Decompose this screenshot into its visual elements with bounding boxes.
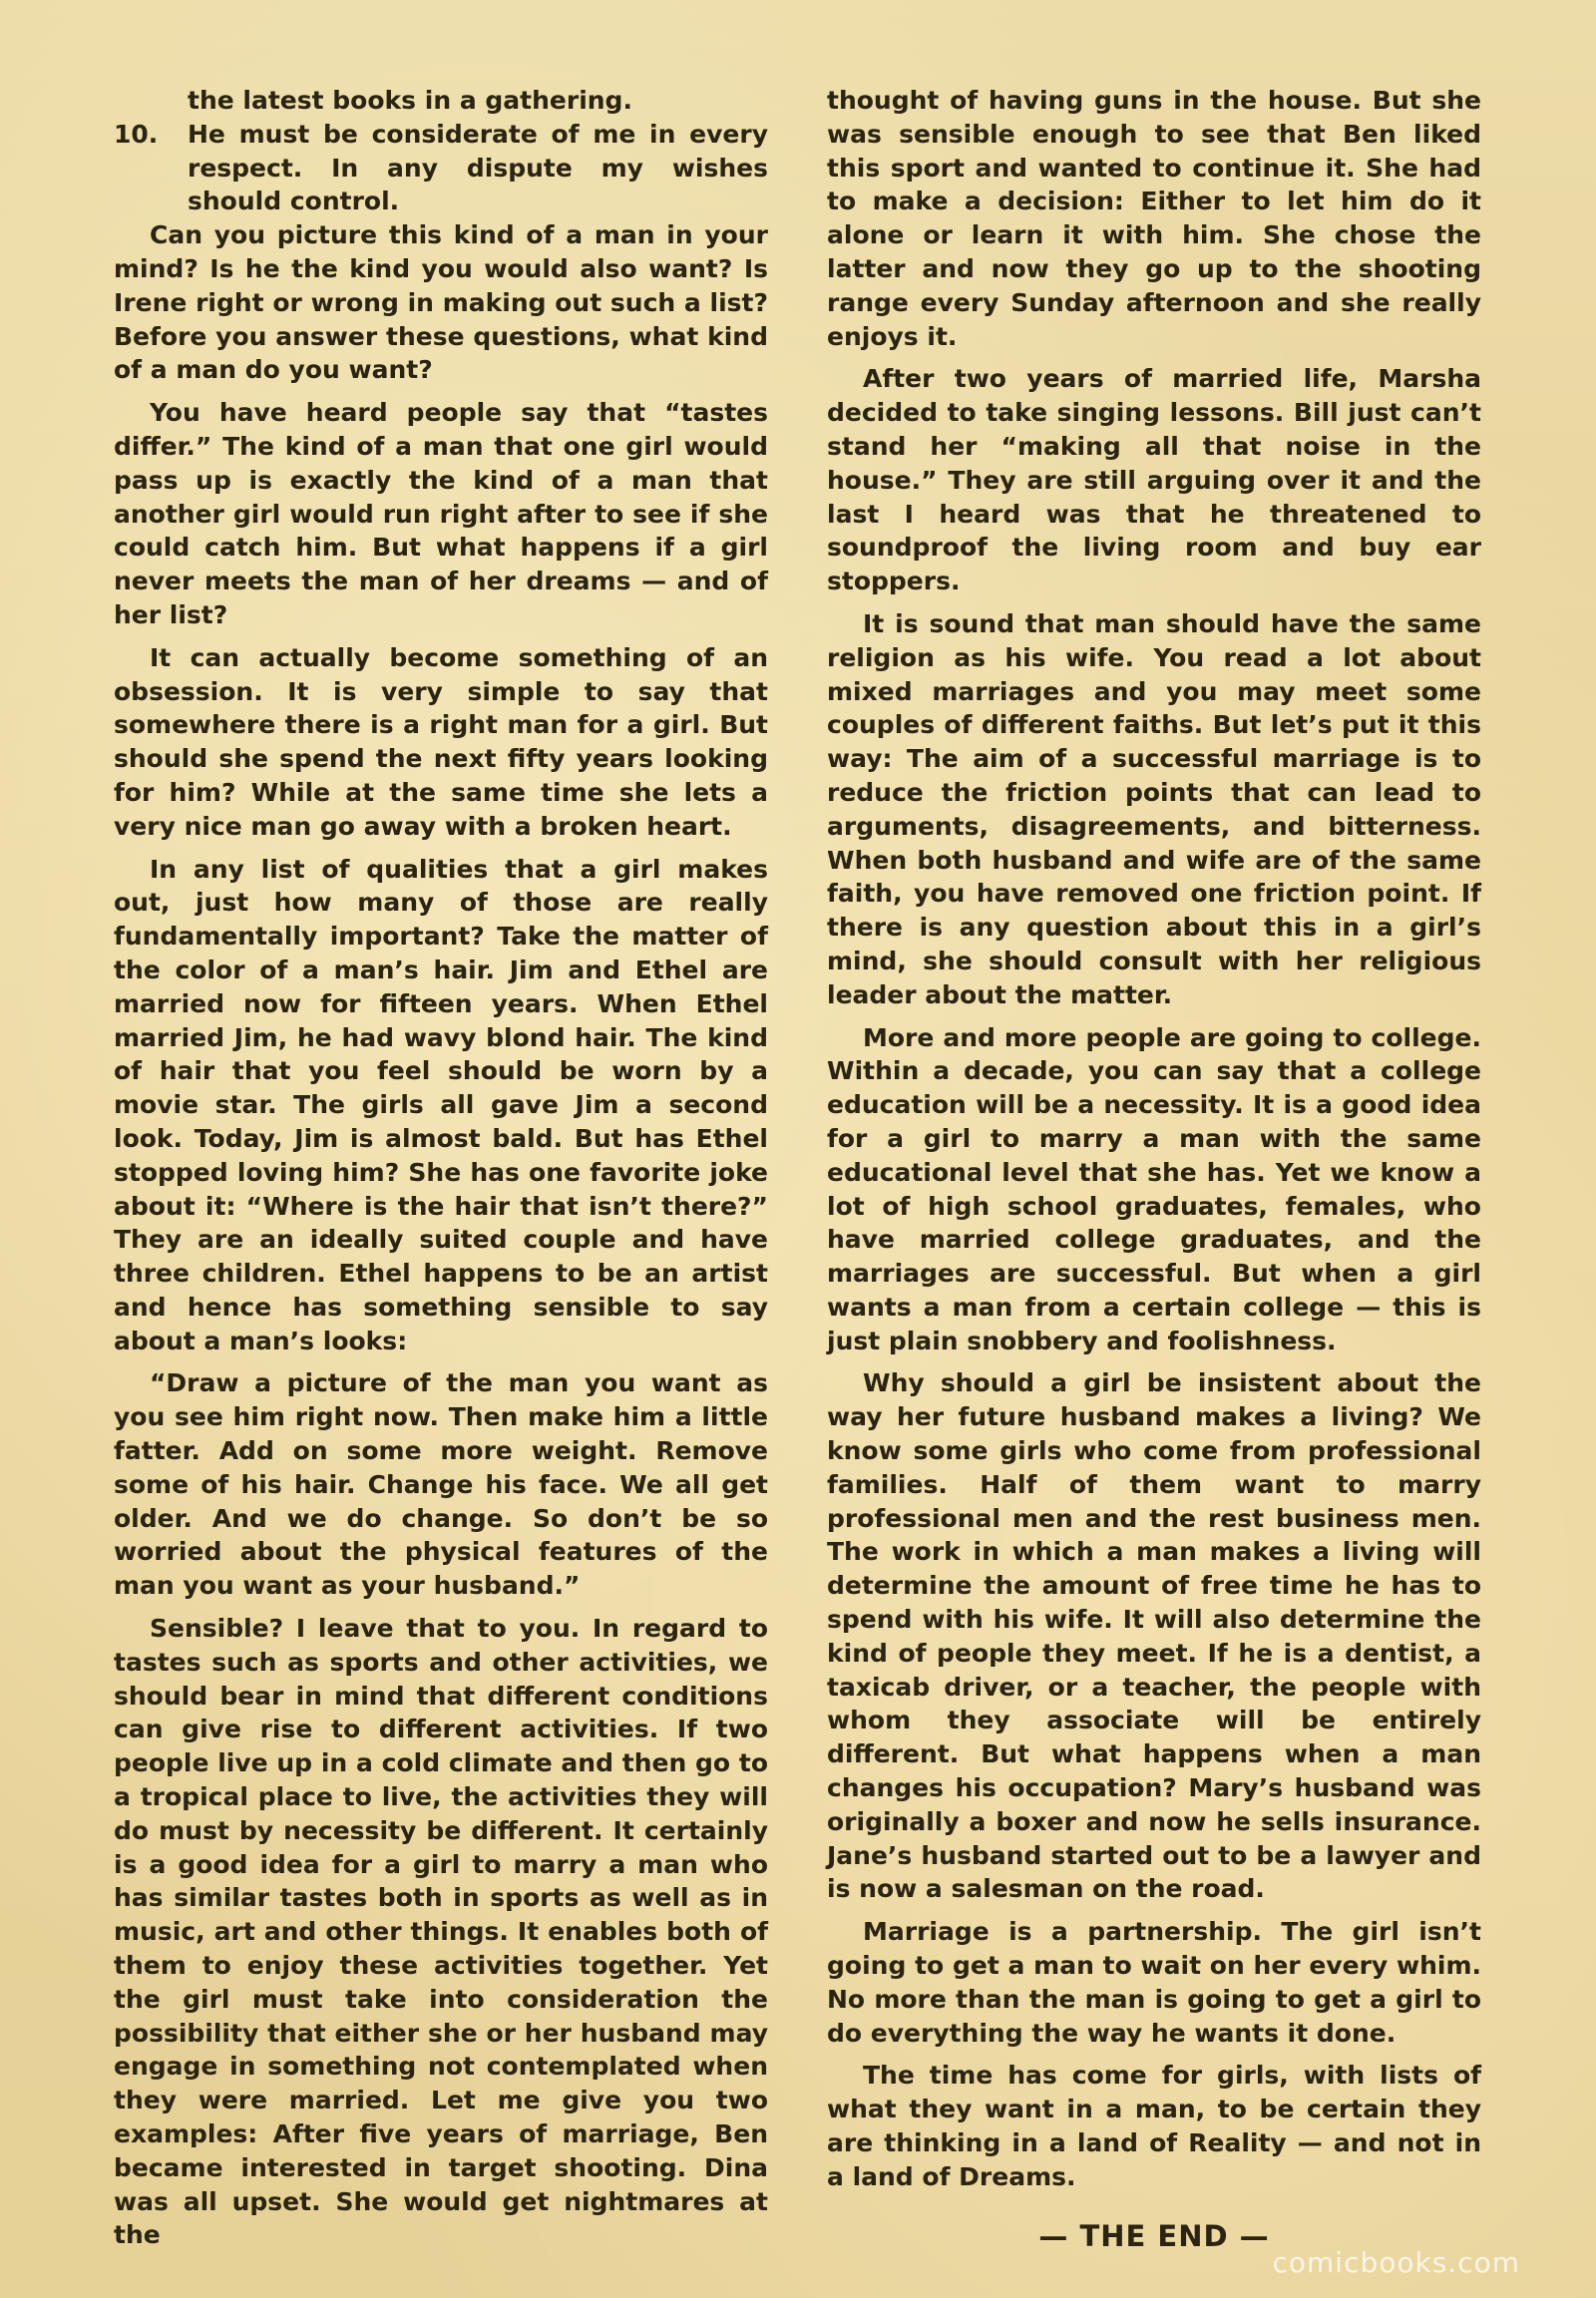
- body-paragraph: In any list of qualities that a girl makes out, just how many of those are really fundamentally important? Take the matter of the color of a man’s hair. Jim and Ethel are married now for fifteen years. When Ethel married Jim, he had wavy blond hair. The kind of hair that you feel should be worn by a movie star. The girls all gave Jim a second look. Today, Jim is almost bald. But has Ethel stopped loving him? She has one favorite joke about it: “Where is the hair that isn’t there?” They are an ideally suited couple and have three children. Ethel happens to be an artist and hence has something sensible to say about a man’s looks:: [114, 854, 768, 1355]
- body-paragraph: It is sound that man should have the same religion as his wife. You read a lot about mixed marriages and you may meet some couples of different faiths. But let’s put it this way: The aim of a successful marriage is to reduce the friction points that can lead to arguments, disagreements, and bitterness. When both husband and wife are of the same faith, you have removed one friction point. If there is any question about this in a girl’s mind, she should consult with her religious leader about the matter.: [827, 608, 1481, 1009]
- body-paragraph: Why should a girl be insistent about the way her future husband makes a living? We know some girls who come from professional families. Half of them want to marry professional men and the rest business men. The work in which a man makes a living will determine the amount of free time he has to spend with his wife. It will also determine the kind of people they meet. If he is a dentist, a taxicab driver, or a teacher, the people with whom they associate will be entirely different. But what happens when a man changes his occupation? Mary’s husband was originally a boxer and now he sells insurance. Jane’s husband started out to be a lawyer and is now a salesman on the road.: [827, 1368, 1481, 1904]
- list-item-10: [114, 118, 768, 218]
- body-paragraph: Can you picture this kind of a man in your mind? Is he the kind you would also want? Is Irene right or wrong in making out such a list? Before you answer these questions, what kind of a man do you want?: [114, 220, 768, 385]
- body-paragraph: It can actually become something of an obsession. It is very simple to say that somewhere there is a right man for a girl. But should she spend the next fifty years looking for him? While at the same time she lets a very nice man go away with a broken heart.: [114, 642, 768, 841]
- continued-paragraph: thought of having guns in the house. But she was sensible enough to see that Ben liked this sport and wanted to continue it. She had to make a decision: Either to let him do it alone or learn it with him. She chose the latter and now they go up to the shooting range every Sunday afternoon and she really enjoys it.: [827, 86, 1481, 351]
- body-paragraph: More and more people are going to college. Within a decade, you can say that a college education will be a necessity. It is a good idea for a girl to marry a man with the same educational level that she has. Yet we know a lot of high school graduates, females, who have married college graduates, and the marriages are successful. But when a girl wants a man from a certain college — this is just plain snobbery and foolishness.: [827, 1022, 1481, 1355]
- closing-paragraph: The time has come for girls, with lists of what they want in a man, to be certain they are thinking in a land of Reality — and not in a land of Dreams.: [827, 2061, 1481, 2191]
- body-paragraph: Sensible? I leave that to you. In regard to tastes such as sports and other activities, we should bear in mind that different conditions can give rise to different activities. If two people live up in a cold climate and then go to a tropical place to live, the activities they will do must by necessity be different. It certainly is a good idea for a girl to marry a man who has similar tastes both in sports as well as in music, art and other things. It enables both of them to enjoy these activities together. Yet the girl must take into consideration the possibility that either she or her husband may engage in something not contemplated when they were married. Let me give you two examples: After five years of marriage, Ben became interested in target shooting. Dina was all upset. She would get nightmares at the: [114, 1614, 768, 2250]
- left-column: [114, 84, 768, 2261]
- watermark: comicbooks.com: [1272, 2246, 1520, 2279]
- body-paragraph: Marriage is a partnership. The girl isn’t going to get a man to wait on her every whim. No more than the man is going to get a girl to do everything the way he wants it done.: [827, 1917, 1481, 2048]
- body-paragraph: You have heard people say that “tastes differ.” The kind of a man that one girl would pass up is exactly the kind of a man that another girl would run right after to see if she could catch him. But what happens if a girl never meets the man of her dreams — and of her list?: [114, 398, 768, 629]
- list-number: 10.: [114, 119, 159, 149]
- body-paragraph: After two years of married life, Marsha decided to take singing lessons. Bill just can’t stand her “making all that noise in the house.” They are still arguing over it and the last I heard was that he threatened to soundproof the living room and buy ear stoppers.: [827, 364, 1481, 596]
- quoted-paragraph: “Draw a picture of the man you want as you see him right now. Then make him a little fatter. Add on some more weight. Remove some of his hair. Change his face. We all get older. And we do change. So don’t be so worried about the physical features of the man you want as your husband.”: [114, 1368, 768, 1601]
- list-text: He must be considerate of me in every respect. In any dispute my wishes should control.: [188, 119, 768, 216]
- right-column: [827, 84, 1481, 2253]
- the-end-mark: — THE END —: [1038, 2218, 1270, 2253]
- list-item-9-tail: the latest books in a gathering.: [188, 86, 632, 115]
